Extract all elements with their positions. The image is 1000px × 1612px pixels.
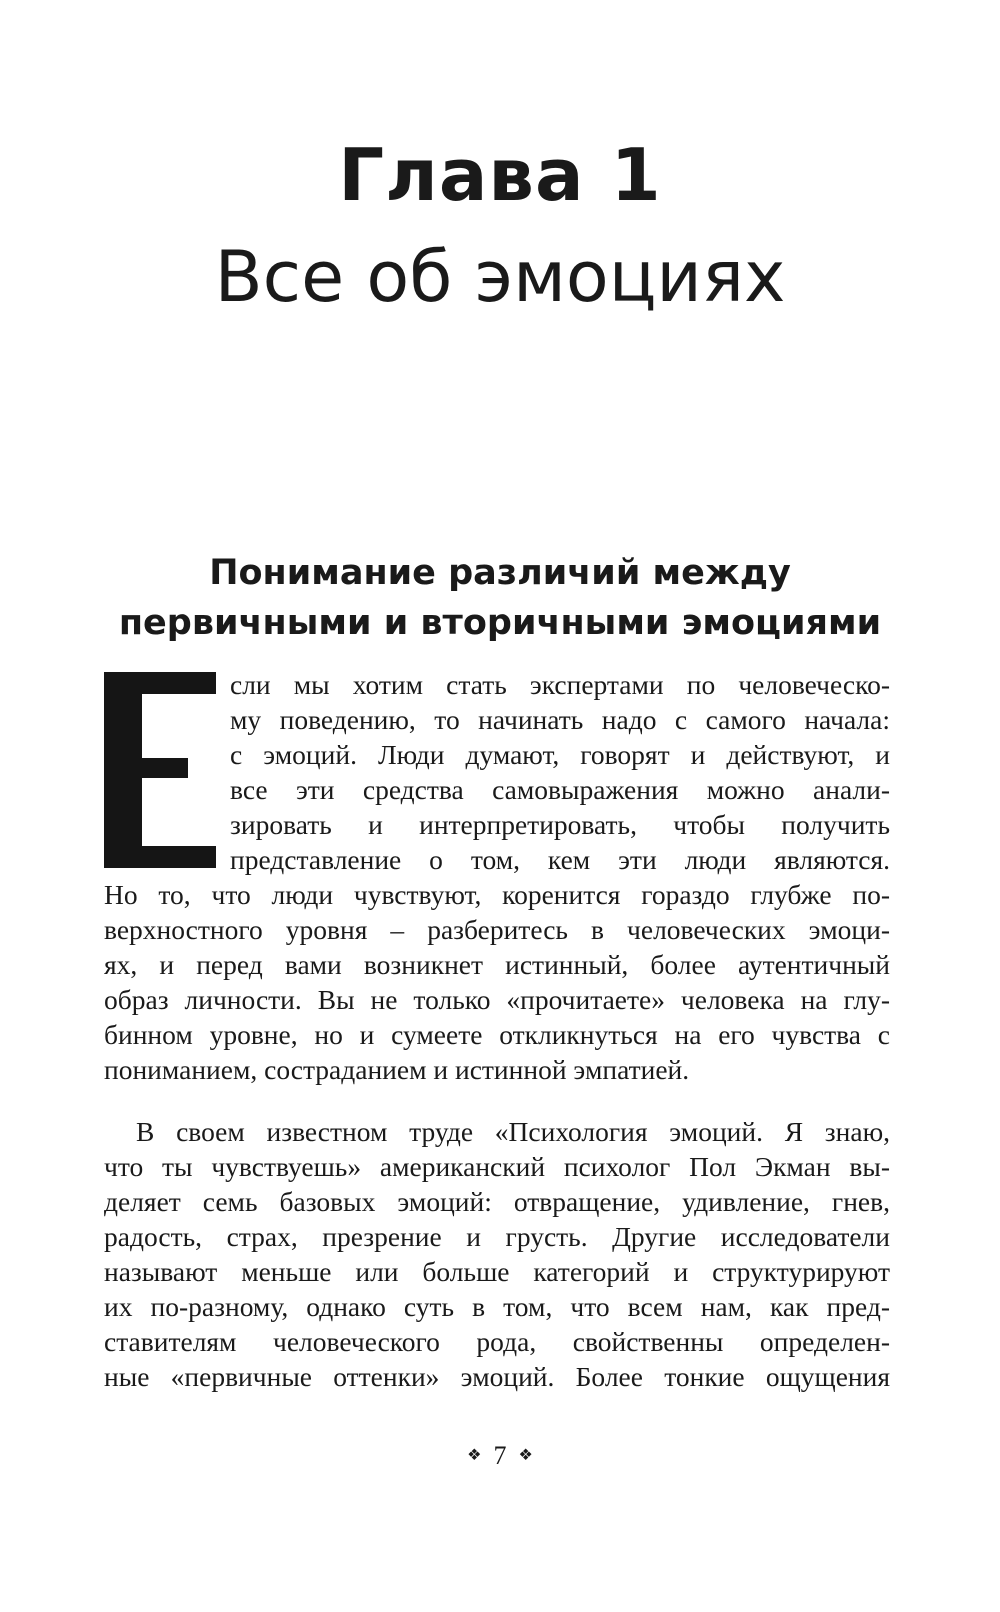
text-line: образ личности. Вы не только «прочитаете» человека на глу- xyxy=(104,984,890,1015)
paragraph-1-full xyxy=(104,877,890,1087)
text-line: му поведению, то начинать надо с самого начала: xyxy=(230,704,890,735)
chapter-number: Глава 1 xyxy=(338,133,662,217)
page-number: 7 xyxy=(493,1441,507,1470)
text-line: называют меньше или больше категорий и структурируют xyxy=(104,1256,890,1287)
text-line: верхностного уровня – разберитесь в человеческих эмоци- xyxy=(104,914,890,945)
text-line: зировать и интерпретировать, чтобы получить xyxy=(230,809,890,840)
text-line: с эмоций. Люди думают, говорят и действуют, и xyxy=(230,739,890,770)
section-heading xyxy=(90,548,910,648)
text-line: деляет семь базовых эмоций: отвращение, удивление, гнев, xyxy=(104,1186,890,1217)
text-line: представление о том, кем эти люди являются. xyxy=(230,844,890,875)
page-footer xyxy=(0,1438,1000,1476)
drop-cap xyxy=(104,672,216,868)
text-line: все эти средства самовыражения можно анали- xyxy=(230,774,890,805)
text-line: В своем известном труде «Психология эмоций. Я знаю, xyxy=(136,1116,890,1147)
drop-cap-glyph xyxy=(104,672,216,868)
text-line: бинном уровне, но и сумеете откликнуться на его чувства с xyxy=(104,1019,890,1050)
text-line: сли мы хотим стать экспертами по человеческо- xyxy=(230,669,890,700)
text-line: ях, и перед вами возникнет истинный, более аутентичный xyxy=(104,949,890,980)
text-line: их по-разному, однако суть в том, что всем нам, как пред- xyxy=(104,1291,890,1322)
text-line: что ты чувствуешь» американский психолог Пол Экман вы- xyxy=(104,1151,890,1182)
text-line: пониманием, состраданием и истинной эмпатией. xyxy=(104,1054,690,1085)
section-heading-line-2: первичными и вторичными эмоциями xyxy=(118,603,882,643)
ornament-right-icon: ❖ xyxy=(518,1447,533,1465)
text-line: радость, страх, презрение и грусть. Другие исследователи xyxy=(104,1221,890,1252)
section-heading-line-1: Понимание различий между xyxy=(209,553,791,593)
chapter-title: Все об эмоциях xyxy=(214,236,786,318)
paragraph-1-indented xyxy=(230,667,890,877)
text-line: ные «первичные оттенки» эмоций. Более тонкие ощущения xyxy=(104,1361,890,1392)
text-line: ставителям человеческого рода, свойственны определен- xyxy=(104,1326,890,1357)
ornament-left-icon: ❖ xyxy=(467,1447,482,1465)
paragraph-2 xyxy=(104,1114,890,1394)
text-line: Но то, что люди чувствуют, коренится гораздо глубже по- xyxy=(104,879,890,910)
